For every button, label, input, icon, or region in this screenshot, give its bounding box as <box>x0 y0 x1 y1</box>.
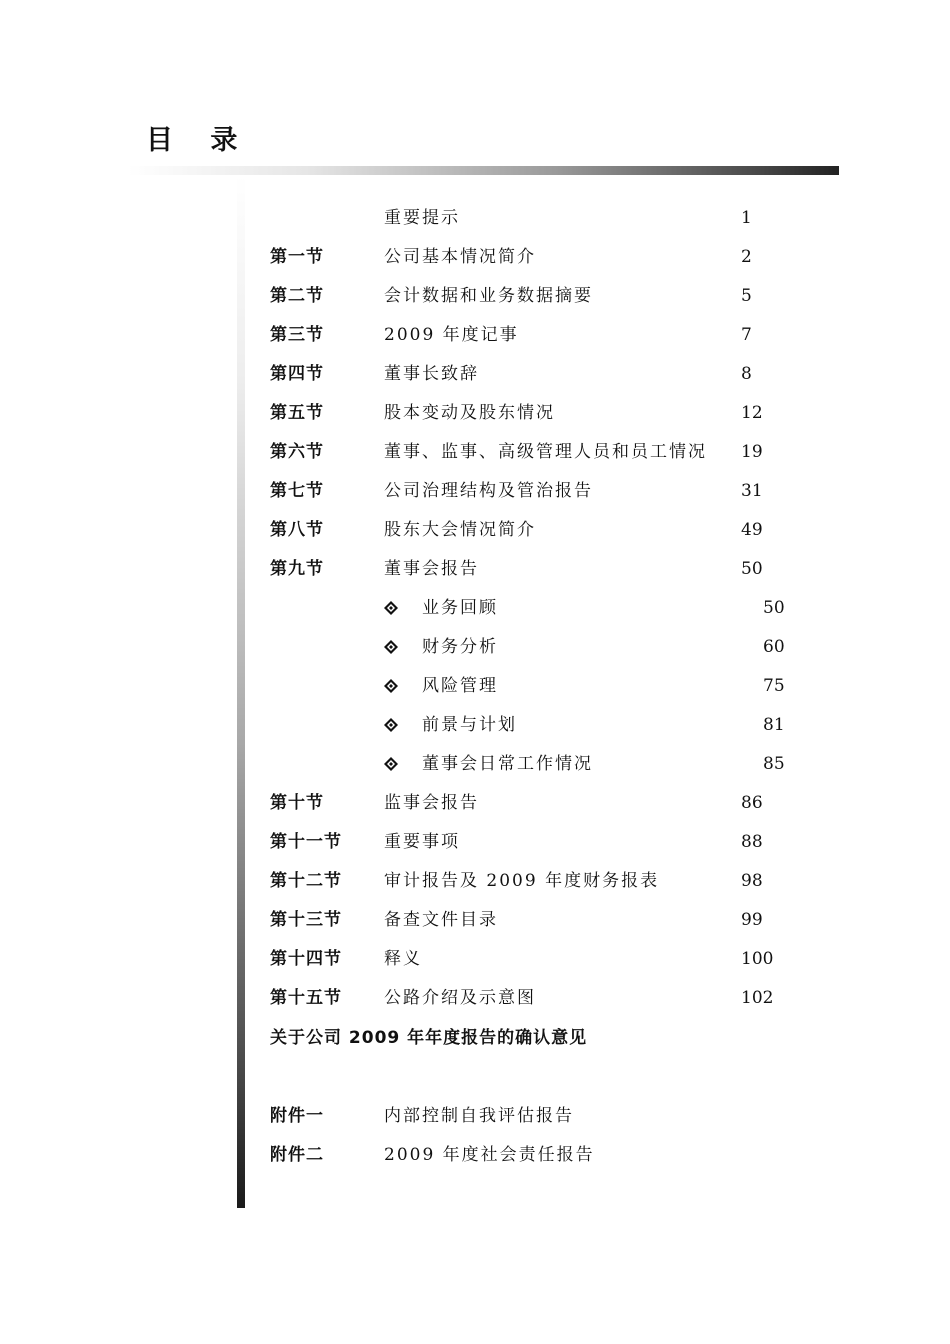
toc-subentry[interactable] <box>0 713 950 737</box>
toc-page: 19 <box>741 442 763 462</box>
toc-page: 8 <box>741 364 752 384</box>
toc-page: 49 <box>741 520 763 540</box>
toc-page: 100 <box>741 949 774 969</box>
toc-section: 第六节 <box>270 442 324 462</box>
toc-title: 监事会报告 <box>384 793 479 813</box>
toc-title: 董事长致辞 <box>384 364 479 384</box>
toc-entry[interactable] <box>0 908 950 932</box>
toc-entry[interactable] <box>0 440 950 464</box>
diamond-bullet-icon <box>384 601 398 615</box>
toc-entry[interactable] <box>0 518 950 542</box>
toc-page: 102 <box>741 988 774 1008</box>
toc-subentry[interactable] <box>0 635 950 659</box>
toc-section: 第九节 <box>270 559 324 579</box>
toc-page: 98 <box>741 871 763 891</box>
toc-entry[interactable] <box>0 479 950 503</box>
toc-title: 董事、监事、高级管理人员和员工情况 <box>384 442 707 462</box>
appendix-label: 附件一 <box>270 1106 324 1126</box>
toc-appendix[interactable] <box>0 1104 950 1128</box>
toc-entry[interactable] <box>0 986 950 1010</box>
toc-page: 85 <box>763 754 785 774</box>
toc-subtitle: 业务回顾 <box>422 598 498 618</box>
toc-entry[interactable] <box>0 206 950 230</box>
toc-section: 第一节 <box>270 247 324 267</box>
toc-confirmation[interactable] <box>0 1026 950 1050</box>
appendix-label: 附件二 <box>270 1145 324 1165</box>
toc-title: 会计数据和业务数据摘要 <box>384 286 593 306</box>
toc-section: 第五节 <box>270 403 324 423</box>
toc-subentry[interactable] <box>0 674 950 698</box>
toc-entry[interactable] <box>0 830 950 854</box>
toc-title: 股本变动及股东情况 <box>384 403 555 423</box>
toc-page: 99 <box>741 910 763 930</box>
toc-entry[interactable] <box>0 947 950 971</box>
toc-title: 董事会报告 <box>384 559 479 579</box>
toc-title: 审计报告及 2009 年度财务报表 <box>384 871 660 891</box>
toc-entry[interactable] <box>0 323 950 347</box>
toc-page: 5 <box>741 286 752 306</box>
page-title: 目 录 <box>146 125 252 156</box>
toc-entry[interactable] <box>0 245 950 269</box>
toc-section: 第十节 <box>270 793 324 813</box>
toc-entry[interactable] <box>0 284 950 308</box>
toc-subtitle: 前景与计划 <box>422 715 517 735</box>
diamond-bullet-icon <box>384 757 398 771</box>
diamond-bullet-icon <box>384 640 398 654</box>
toc-title: 重要提示 <box>384 208 460 228</box>
toc-page: 31 <box>741 481 763 501</box>
toc-page: 12 <box>741 403 763 423</box>
toc-entry[interactable] <box>0 401 950 425</box>
toc-section: 第十二节 <box>270 871 342 891</box>
toc-page: 50 <box>763 598 785 618</box>
toc-page: 7 <box>741 325 752 345</box>
diamond-bullet-icon <box>384 718 398 732</box>
toc-subtitle: 董事会日常工作情况 <box>422 754 593 774</box>
toc-section: 第三节 <box>270 325 324 345</box>
confirmation-title: 关于公司 2009 年年度报告的确认意见 <box>270 1028 588 1048</box>
toc-section: 第四节 <box>270 364 324 384</box>
toc-entry[interactable] <box>0 362 950 386</box>
toc-title: 2009 年度记事 <box>384 325 519 345</box>
toc-section: 第七节 <box>270 481 324 501</box>
toc-page: 2 <box>741 247 752 267</box>
title-rule <box>128 166 839 175</box>
toc-section: 第十一节 <box>270 832 342 852</box>
toc-title: 重要事项 <box>384 832 460 852</box>
toc-page: 50 <box>741 559 763 579</box>
toc-subentry[interactable] <box>0 596 950 620</box>
diamond-bullet-icon <box>384 679 398 693</box>
toc-title: 公路介绍及示意图 <box>384 988 536 1008</box>
toc-title: 股东大会情况简介 <box>384 520 536 540</box>
toc-entry[interactable] <box>0 791 950 815</box>
toc-page: 86 <box>741 793 763 813</box>
toc-page: 60 <box>763 637 785 657</box>
toc-page: 81 <box>763 715 785 735</box>
toc-entry[interactable] <box>0 557 950 581</box>
toc-section: 第十三节 <box>270 910 342 930</box>
toc-title: 释义 <box>384 949 422 969</box>
toc-section: 第十四节 <box>270 949 342 969</box>
toc-entry[interactable] <box>0 869 950 893</box>
toc-title: 备查文件目录 <box>384 910 498 930</box>
toc-subtitle: 财务分析 <box>422 637 498 657</box>
toc-section: 第二节 <box>270 286 324 306</box>
toc-page: 75 <box>763 676 785 696</box>
toc-subtitle: 风险管理 <box>422 676 498 696</box>
toc-appendix[interactable] <box>0 1143 950 1167</box>
toc-title: 公司基本情况简介 <box>384 247 536 267</box>
toc-subentry[interactable] <box>0 752 950 776</box>
toc-section: 第八节 <box>270 520 324 540</box>
appendix-title: 2009 年度社会责任报告 <box>384 1145 595 1165</box>
toc-page: 1 <box>741 208 752 228</box>
toc-title: 公司治理结构及管治报告 <box>384 481 593 501</box>
appendix-title: 内部控制自我评估报告 <box>384 1106 574 1126</box>
toc-page: 88 <box>741 832 763 852</box>
toc-section: 第十五节 <box>270 988 342 1008</box>
